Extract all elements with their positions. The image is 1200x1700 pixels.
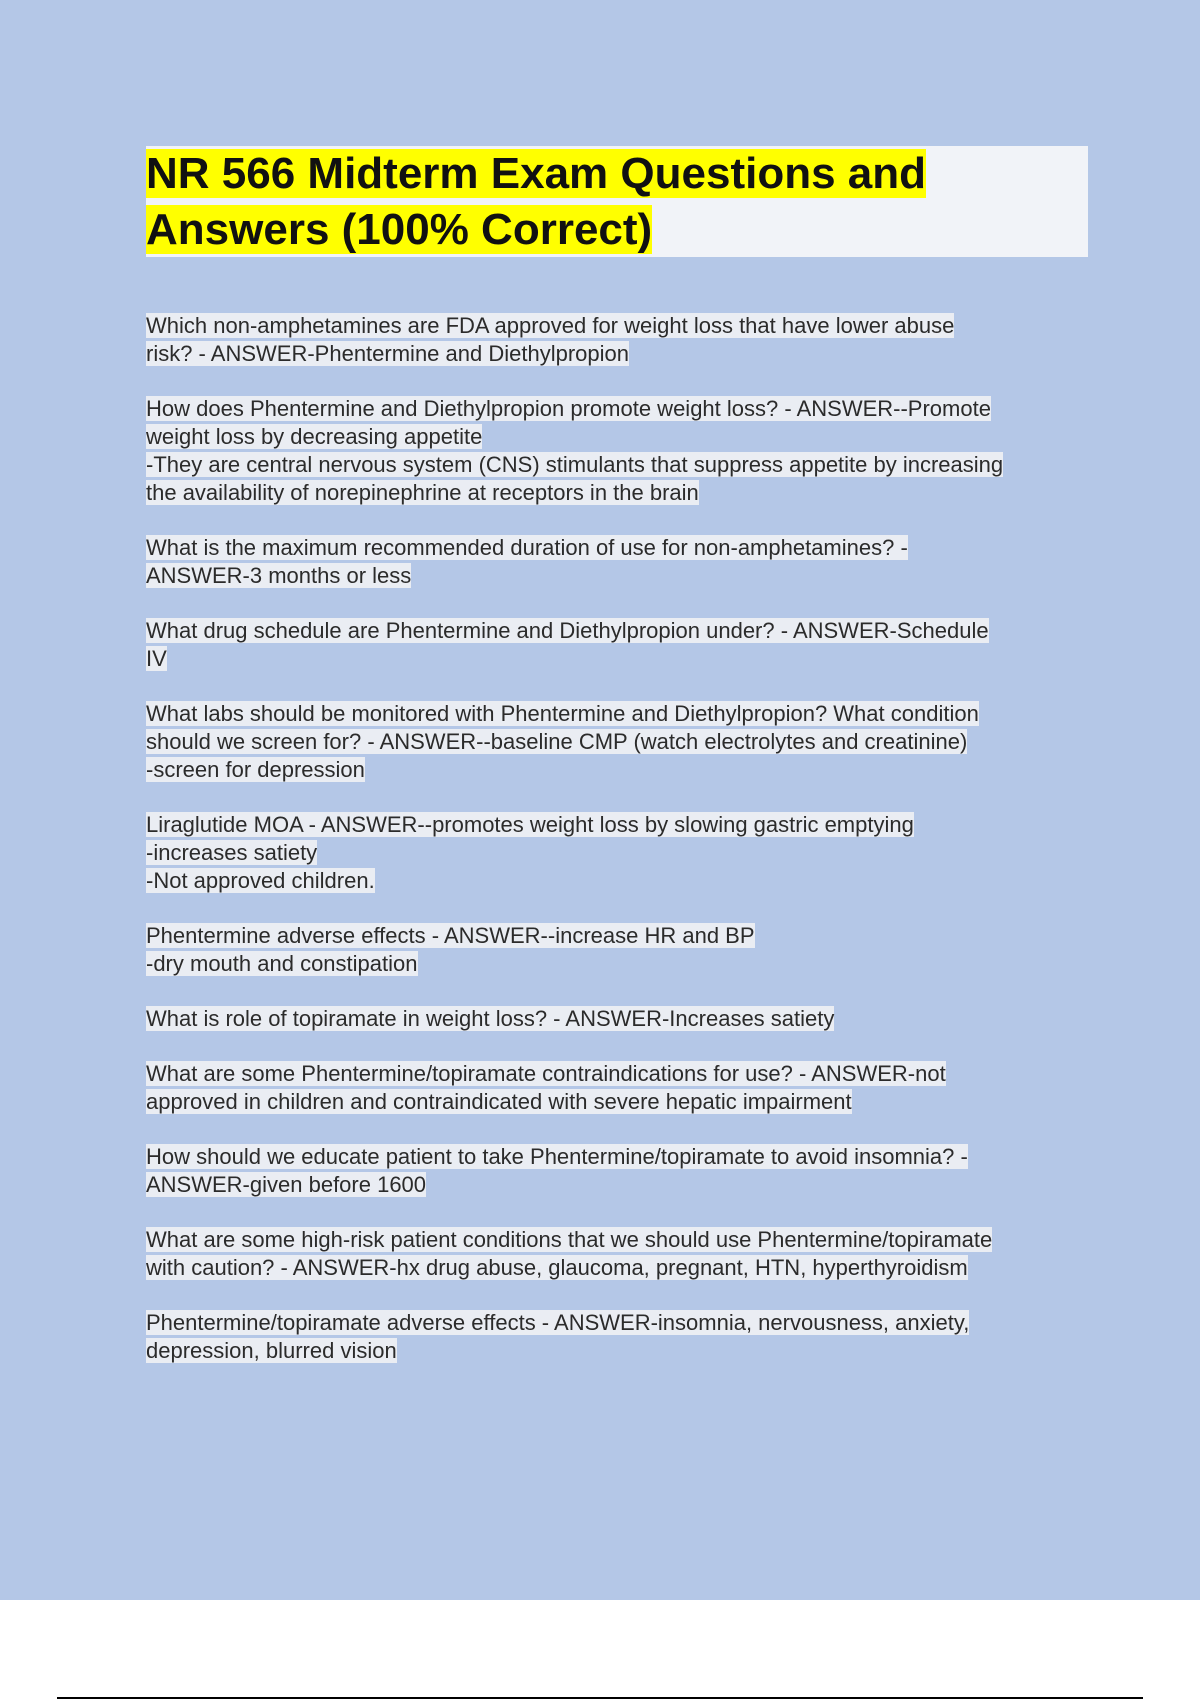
document-title — [146, 146, 1088, 258]
title-block — [146, 146, 1088, 257]
qa-line: Which non-amphetamines are FDA approved for weight loss that have lower abuse — [146, 313, 955, 338]
qa-line: -increases satiety — [146, 840, 318, 865]
qa-item — [146, 1309, 1096, 1365]
qa-line: weight loss by decreasing appetite — [146, 424, 483, 449]
qa-item — [146, 1143, 1096, 1199]
qa-line: Liraglutide MOA - ANSWER--promotes weight loss by slowing gastric emptying — [146, 812, 914, 837]
qa-item — [146, 312, 1096, 368]
qa-line: How should we educate patient to take Phentermine/topiramate to avoid insomnia? - — [146, 1144, 968, 1169]
qa-line: should we screen for? - ANSWER--baseline CMP (watch electrolytes and creatinine) — [146, 729, 968, 754]
qa-item — [146, 1226, 1096, 1282]
qa-line: the availability of norepinephrine at receptors in the brain — [146, 480, 699, 505]
qa-line: What are some high-risk patient conditions that we should use Phentermine/topiramate — [146, 1227, 993, 1252]
qa-line: What drug schedule are Phentermine and Diethylpropion under? - ANSWER-Schedule — [146, 618, 989, 643]
qa-line: -dry mouth and constipation — [146, 951, 418, 976]
qa-line: Phentermine/topiramate adverse effects - ANSWER-insomnia, nervousness, anxiety, — [146, 1310, 970, 1335]
qa-item — [146, 534, 1096, 590]
qa-line: risk? - ANSWER-Phentermine and Diethylpropion — [146, 341, 629, 366]
qa-item — [146, 1005, 1096, 1033]
qa-line: What is role of topiramate in weight loss? - ANSWER-Increases satiety — [146, 1006, 835, 1031]
qa-line: approved in children and contraindicated with severe hepatic impairment — [146, 1089, 852, 1114]
qa-line: ANSWER-3 months or less — [146, 563, 412, 588]
qa-line: What labs should be monitored with Phentermine and Diethylpropion? What condition — [146, 701, 979, 726]
footer-divider — [57, 1697, 1143, 1699]
qa-item — [146, 617, 1096, 673]
qa-item — [146, 1060, 1096, 1116]
qa-line: -screen for depression — [146, 757, 365, 782]
qa-list — [146, 312, 1096, 1392]
qa-line: What is the maximum recommended duration of use for non-amphetamines? - — [146, 535, 908, 560]
qa-line: with caution? - ANSWER-hx drug abuse, glaucoma, pregnant, HTN, hyperthyroidism — [146, 1255, 968, 1280]
title-line: Answers (100% Correct) — [146, 205, 653, 254]
qa-item — [146, 922, 1096, 978]
qa-item — [146, 395, 1096, 507]
qa-line: How does Phentermine and Diethylpropion promote weight loss? - ANSWER--Promote — [146, 396, 991, 421]
qa-line: Phentermine adverse effects - ANSWER--increase HR and BP — [146, 923, 755, 948]
qa-line: -They are central nervous system (CNS) stimulants that suppress appetite by increasing — [146, 452, 1004, 477]
qa-line: What are some Phentermine/topiramate contraindications for use? - ANSWER-not — [146, 1061, 946, 1086]
qa-line: ANSWER-given before 1600 — [146, 1172, 427, 1197]
qa-line: depression, blurred vision — [146, 1338, 397, 1363]
qa-item — [146, 700, 1096, 784]
qa-line: -Not approved children. — [146, 868, 375, 893]
title-line: NR 566 Midterm Exam Questions and — [146, 149, 926, 198]
qa-line: IV — [146, 646, 167, 671]
qa-item — [146, 811, 1096, 895]
